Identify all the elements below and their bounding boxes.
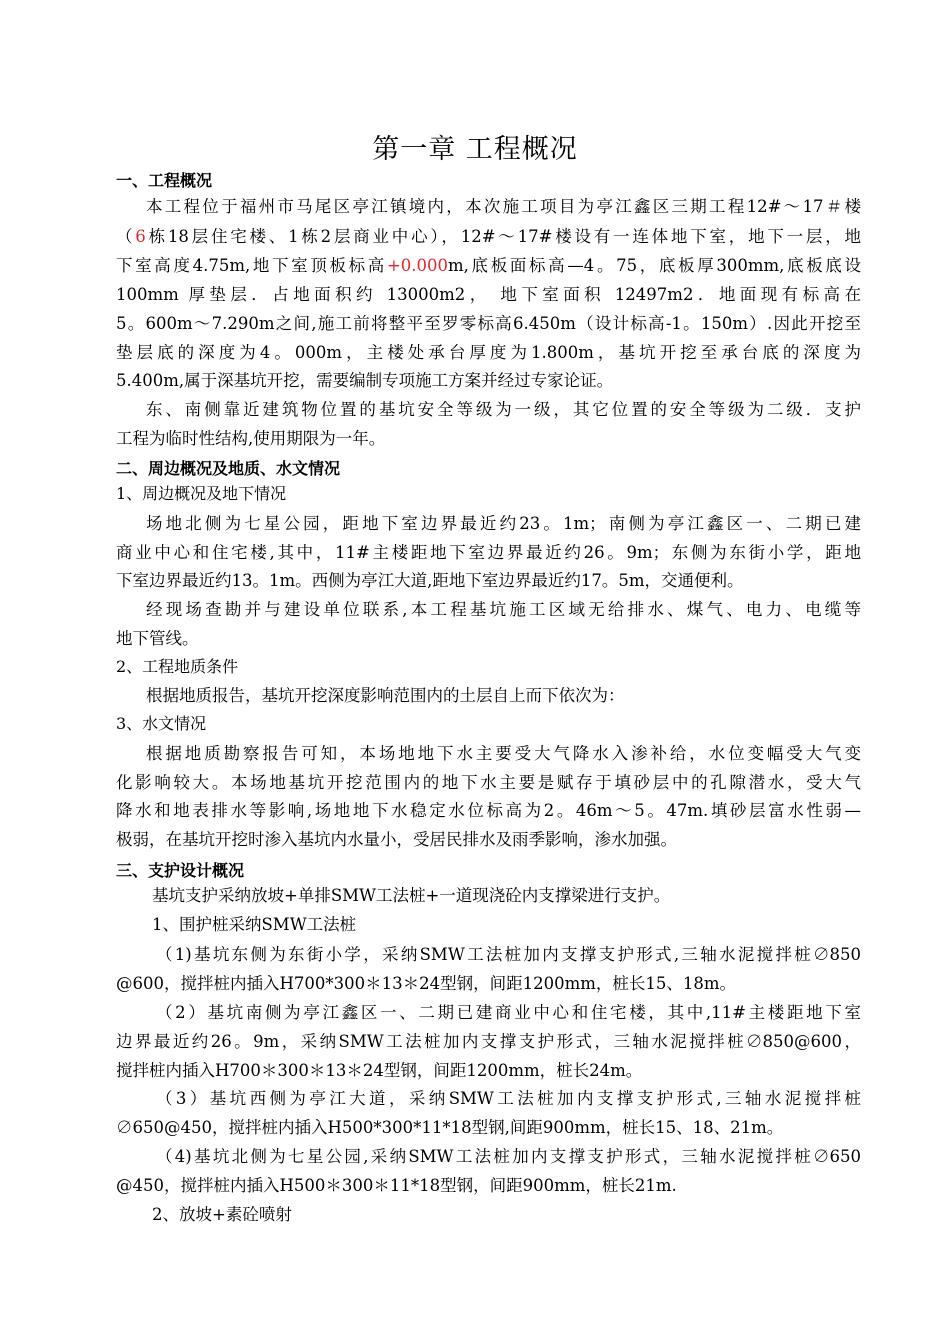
paragraph-line: 边界最近约26。9m，采纳SMW工法桩加内支撑支护形式，三轴水泥搅拌桩∅850@600， (116, 1032, 861, 1051)
paragraph-line: @600，搅拌桩内插入H700*300＊13＊24型钢，间距1200mm，桩长15、18m。 (116, 974, 737, 993)
paragraph-line: 本工程位于福州市马尾区亭江镇境内，本次施工项目为亭江鑫区三期工程12#～17＃楼 (146, 197, 861, 216)
paragraph-line: 根据地质报告，基坑开挖深度影响范围内的土层自上而下依次为： (146, 686, 625, 705)
paragraph-line: @450，搅拌桩内插入H500＊300＊11*18型钢，间距900mm，桩长21m. (116, 1176, 677, 1195)
subsection-heading: 2、工程地质条件 (116, 657, 239, 676)
paragraph-line: 搅拌桩内插入H700＊300＊13＊24型钢，间距1200mm，桩长24m。 (116, 1061, 643, 1080)
section-heading-support: 三、支护设计概况 (116, 861, 245, 880)
paragraph-line: 5。600m～7.290m之间,施工前将整平至罗零标高6.450m（设计标高-1。150m）.因此开挖至 (116, 314, 861, 333)
chapter-title: 第一章 工程概况 (372, 134, 578, 165)
paragraph-line: 2、放坡+素砼喷射 (152, 1205, 292, 1224)
paragraph-line: （2）基坑南侧为亭江鑫区一、二期已建商业中心和住宅楼，其中,11#主楼距地下室 (156, 1003, 861, 1022)
paragraph-line: 根据地质勘察报告可知，本场地地下水主要受大气降水入渗补给，水位变幅受大气变 (146, 744, 861, 763)
paragraph-line: 1、围护桩采纳SMW工法桩 (152, 915, 357, 934)
paragraph-line: 极弱，在基坑开挖时渗入基坑内水量小，受居民排水及雨季影响，渗水加强。 (116, 830, 677, 849)
paragraph-line: ∅650@450，搅拌桩内插入H500*300*11*18型钢,间距900mm，桩长15、18、21m。 (116, 1118, 784, 1137)
section-heading-overview: 一、工程概况 (116, 171, 213, 190)
highlighted-value: +0.000 (386, 256, 449, 275)
paragraph-line: （6栋18层住宅楼、1栋2层商业中心），12#～17#楼设有一连体地下室，地下一层，地 (116, 227, 862, 246)
paragraph-line: 商业中心和住宅楼,其中，11#主楼距地下室边界最近约26。9m；东侧为东街小学，距地 (116, 543, 861, 562)
paragraph-line: 下室边界最近约13。1m。西侧为亭江大道,距地下室边界最近约17。5m，交通便利。 (116, 571, 744, 590)
paragraph-line: 经现场查勘并与建设单位联系,本工程基坑施工区域无给排水、煤气、电力、电缆等 (146, 600, 861, 619)
paragraph-line: （3）基坑西侧为亭江大道，采纳SMW工法桩加内支撑支护形式,三轴水泥搅拌桩 (156, 1089, 861, 1108)
paragraph-line: 100mm 厚垫层．占地面积约 13000m2， 地下室面积 12497m2．地面现有标高在 (116, 285, 861, 304)
paragraph-line: 5.400m,属于深基坑开挖，需要编制专项施工方案并经过专家论证。 (116, 371, 614, 390)
highlighted-value: 6 (135, 227, 146, 246)
paragraph-line: 基坑支护采纳放坡+单排SMW工法桩+一道现浇砼内支撑梁进行支护。 (152, 886, 671, 905)
paragraph-line: 降水和地表排水等影响,场地地下水稳定水位标高为2。46m～5。47m.填砂层富水性弱— (116, 801, 861, 820)
subsection-heading: 1、周边概况及地下情况 (116, 484, 287, 503)
subsection-heading: 3、水文情况 (116, 714, 207, 733)
paragraph-line: 垫层底的深度为4。000m，主楼处承台厚度为1.800m，基坑开挖至承台底的深度为 (116, 343, 861, 362)
paragraph-line: （4)基坑北侧为七星公园,采纳SMW工法桩加内支撑支护形式，三轴水泥搅拌桩∅650 (156, 1147, 861, 1166)
paragraph-line: 化影响较大。本场地基坑开挖范围内的地下水主要是赋存于填砂层中的孔隙潜水，受大气 (116, 773, 861, 792)
paragraph-line: 地下管线。 (116, 629, 199, 648)
paragraph-line: 场地北侧为七星公园，距地下室边界最近约23。1m；南侧为亭江鑫区一、二期已建 (146, 514, 861, 533)
paragraph-line: （1)基坑东侧为东街小学，采纳SMW工法桩加内支撑支护形式,三轴水泥搅拌桩∅850 (156, 945, 861, 964)
section-heading-surroundings: 二、周边概况及地质、水文情况 (116, 459, 341, 478)
paragraph-line: 工程为临时性结构,使用期限为一年。 (116, 429, 386, 448)
paragraph-line: 下室高度4.75m,地下室顶板标高+0.000m,底板面标高—4。75，底板厚300mm,底板底设 (116, 256, 861, 275)
paragraph-line: 东、南侧靠近建筑物位置的基坑安全等级为一级，其它位置的安全等级为二级．支护 (146, 400, 861, 419)
